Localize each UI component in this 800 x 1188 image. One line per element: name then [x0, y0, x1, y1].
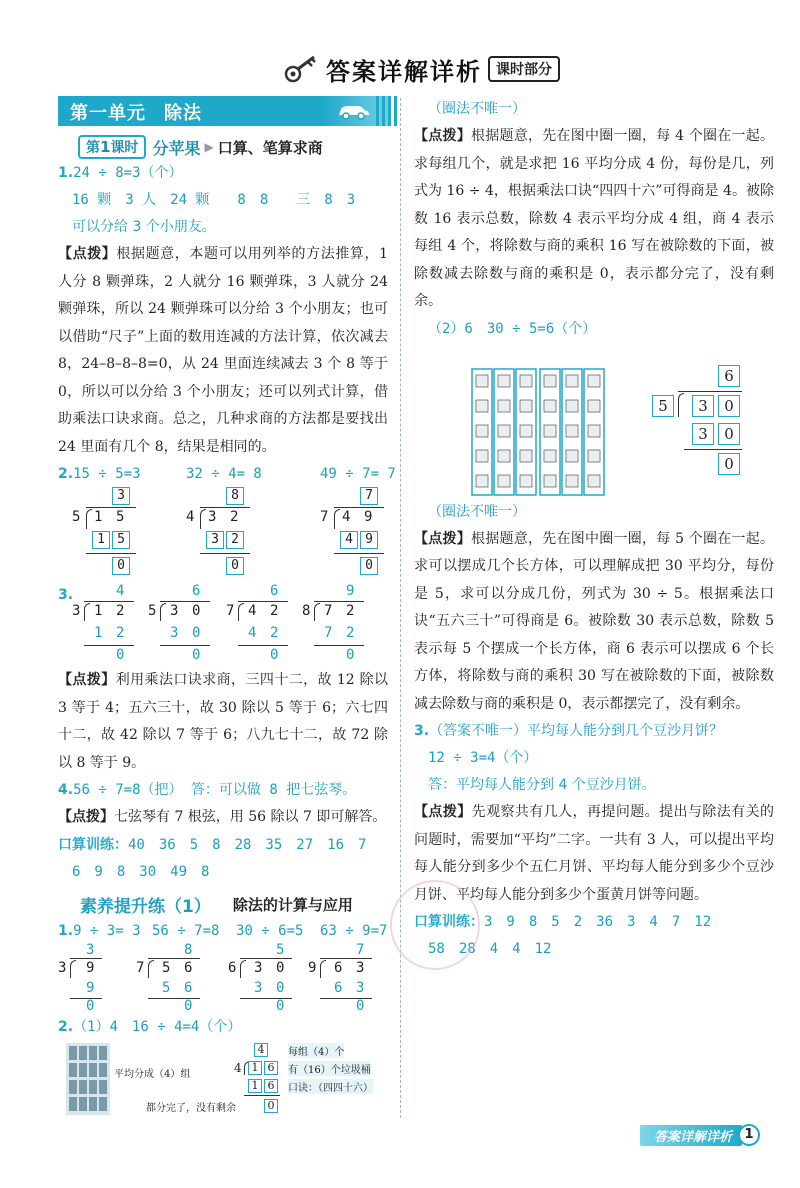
s1-long-divisions: 3 3 9 9 0 8 7 5 6 5 6 0 5 6 3 0 3 0 0 7 9 6 3 6 3 0 [58, 942, 388, 1014]
column-divider [400, 98, 401, 1118]
q1-conclusion: 可以分给 3 个小朋友。 [72, 219, 216, 235]
q2-long-divisions: 3 5 1 5 1 5 0 8 4 3 2 3 2 0 7 7 4 9 4 9 0 [58, 487, 388, 577]
left-column [58, 96, 396, 1117]
circle-note-2: （圈法不唯一） [428, 503, 526, 520]
unit-name: 除法 [164, 103, 202, 124]
circle-note: （圈法不唯一） [428, 101, 526, 117]
page-number: 1 [738, 1124, 760, 1146]
q3-tip: 【点拨】利用乘法口诀求商，三四十二，故 12 除以 3 等于 4；五六三十，故 30 除以 5 等于 6；六七四十二，故 42 除以 7 等于 6；八九七十二，故 72 除以 8 等于 9。 [58, 672, 388, 771]
cube-grid-image [470, 367, 606, 497]
page-title: 答案详解详析 [326, 58, 482, 86]
arrow-right-icon: ▶ [204, 140, 214, 154]
q2-equations: 2.15 ÷ 5=3 32 ÷ 4= 8 49 ÷ 7= 7 [58, 466, 396, 482]
lesson-row [58, 134, 388, 160]
q4-equation: 4.56 ÷ 7=8（把） 答：可以做 8 把七弦琴。 [58, 782, 357, 798]
q1-answers: 16 颗 3 人 24 颗 8 8 三 8 3 [72, 192, 356, 208]
oral-training-right-row2: 58 28 4 4 12 [428, 941, 552, 957]
section-title: 素养提升练（1） 除法的计算与应用 [80, 896, 353, 917]
oral-training: 口算训练：40 36 5 8 28 35 27 16 7 [58, 836, 367, 853]
q1-tip: 【点拨】根据题意，本题可以用列举的方法推算，1 人分 8 颗弹珠，2 人就分 16 颗弹珠，3 人就分 24 颗弹珠，所以 24 颗弹珠可以分给 3 个小朋友；也可以借助“尺子”上面的数用连减的方法计算，依次减去 8，24–8–8–8=0，从 24 里面连续减去 3 个 8 等于 0，所以可以分给 3 个小朋友；还可以列式计算，借助乘法口诀求商。总之，几种求商的方法都是要找出 24 里面有几个 8，结果是相同的。 [58, 246, 389, 455]
right-tip-3: 【点拨】先观察共有几人，再提问题。提出与除法有关的问题时，需要加“平均”二字。一共有 3 人，可以提出平均每人能分到多少个五仁月饼、平均每人能分到多少个豆沙月饼、平均每人能分到多少个蛋黄月饼等问题。 [414, 804, 775, 903]
oral-training-row2: 6 9 8 30 49 8 [72, 863, 210, 880]
banner-stripes [376, 96, 398, 126]
cube-diagram: 6 5 3 0 3 0 0 [414, 349, 774, 499]
lesson-name: 分苹果 [152, 138, 201, 158]
key-icon [284, 54, 318, 84]
q3-long-divisions: 3. 4 3 1 2 1 2 0 6 5 3 0 3 0 0 6 7 4 2 4 2 0 9 8 7 2 7 2 0 [58, 583, 388, 667]
lesson-topic: 口算、笔算求商 [217, 138, 323, 157]
q3-equation: 12 ÷ 3=4（个） [428, 750, 538, 766]
unit-label: 第一单元 [70, 103, 146, 124]
right-tip-2: 【点拨】根据题意，先在图中圈一圈，每 5 个圈在一起。求可以摆成几个长方体，可以理解成把 30 平均分，每份是 5，求可以分成几份，列式为 30 ÷ 5。根据乘法口诀“五六三十”可得商是 6。被除数 30 表示总数，除数 5 表示每 5 个摆成一个长方体，商 6 表示可以摆成 6 个长方体，将除数与商的乘积 30 写在被除数的下面，被除数减去除数与商的乘积是 0，表示都摆完了，没有剩余。 [414, 530, 775, 712]
page-footer [640, 1124, 760, 1146]
q2-part2-equation: （2）6 30 ÷ 5=6（个） [428, 320, 597, 337]
right-column [414, 96, 774, 963]
unit-banner [58, 96, 388, 126]
s2-equation: 2.（1）4 16 ÷ 4=4（个） [58, 1018, 242, 1035]
s1-equations: 1.9 ÷ 3= 3 56 ÷ 7=8 30 ÷ 6=5 63 ÷ 9=7 [58, 922, 388, 939]
groups-label: 平均分成（4）组 [114, 1068, 191, 1080]
s2-diagram: 平均分成（4）组 4 4 1 6 1 6 0 每组（4）个 有（16）个垃圾桶 口诀：（四四十六） 都分完了，没有剩余 [58, 1041, 388, 1117]
lesson-tag: 第1课时 [78, 135, 146, 159]
q1-equation: 1.24 ÷ 8=3（个） [58, 165, 183, 181]
page-header [0, 50, 800, 90]
oral-training-right: 口算训练：3 9 8 5 2 36 3 4 7 12 [414, 914, 712, 930]
no-remainder-label: 都分完了，没有剩余 [146, 1102, 236, 1114]
q3-question: 3.（答案不唯一）平均每人能分到几个豆沙月饼？ [414, 723, 724, 739]
each-group-label: 每组（4）个 [288, 1043, 344, 1058]
section-badge: 课时部分 [488, 56, 560, 82]
footer-label: 答案详解详析 [640, 1125, 742, 1146]
right-tip-1: 【点拨】根据题意，先在图中圈一圈，每 4 个圈在一起。求每组几个，就是求把 16 平均分成 4 份，每份是几，列式为 16 ÷ 4，根据乘法口诀“四四十六”可得商是 4。被除数 16 表示总数，除数 4 表示平均分成 4 组，商 4 表示每组 4 个，将除数与商的乘积 16 写在被除数的下面，被除数减去除数与商的乘积是 0，表示都分完了，没有剩余。 [414, 128, 775, 309]
trash-bins-image [66, 1043, 110, 1115]
q4-tip: 【点拨】七弦琴有 7 根弦，用 56 除以 7 即可解答。 [58, 809, 387, 825]
total-label: 有（16）个垃圾桶 [288, 1061, 371, 1076]
rule-label: 口诀：（四四十六） [288, 1079, 373, 1094]
car-icon [336, 102, 370, 120]
q3-answer: 答：平均每人能分到 4 个豆沙月饼。 [428, 777, 656, 793]
